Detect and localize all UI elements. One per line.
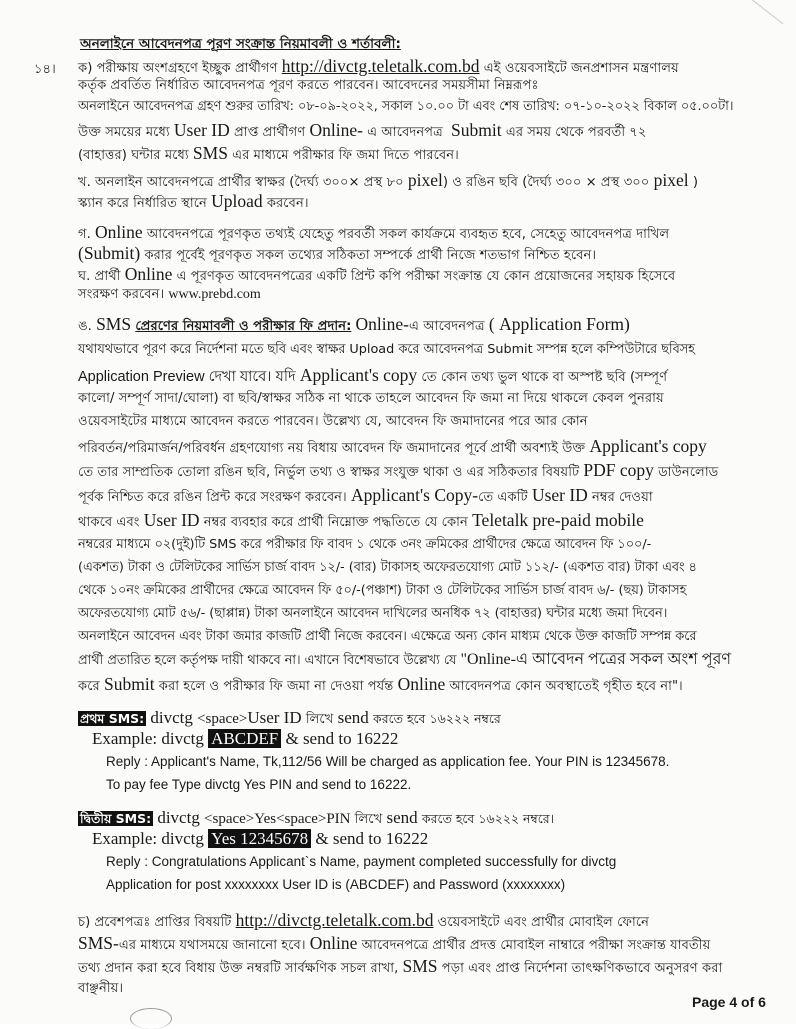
section-ng-line-6: পরিবর্তন/পরিমার্জন/পরিবর্ধন গ্রহণযোগ্য নয় বিধায় আবেদন ফি জমাদানের পূর্বে প্রার্থী অবশ্যই উক্ত Applicant's copy — [78, 436, 707, 456]
section-ng-line-14: অনলাইনে আবেদন এবং টাকা জমার কাজটি প্রার্থী নিজে করবেন। এক্ষেত্রে অন্য কোন মাধ্যম থেকে উক্ত কাজটি সম্পন্ন করে — [78, 629, 697, 644]
section-ng-line-9: থাকবে এবং User ID নম্বর ব্যবহার করে প্রার্থী নিম্নোক্ত পদ্ধতিতে যে কোন Teletalk pre-paid mobile — [78, 510, 644, 530]
page-number: Page 4 of 6 — [692, 994, 766, 1010]
corner-mark — [751, 0, 796, 24]
sms1-example-code: ABCDEF — [208, 729, 281, 748]
item-number: ১৪। — [34, 62, 56, 77]
section-gh-line-1: ঘ. প্রার্থী Online এ পূরণকৃত আবেদনপত্রের একটি প্রিন্ট কপি পরীক্ষা সংক্রান্ত যে কোন প্রয়োজনের সহায়ক হিসেবে — [78, 264, 676, 284]
section-ng-line-16: করে Submit করা হলে ও পরীক্ষার ফি জমা না দেওয়া পর্যন্ত Online আবেদনপত্র কোন অবস্থাতেই গৃহীত হবে না"। — [78, 674, 683, 694]
section-k-line-4: উক্ত সময়ের মধ্যে User ID প্রাপ্ত প্রার্থীগণ Online- এ আবেদনপত্র Submit এর সময় থেকে পরবর্তী ৭২ — [78, 120, 647, 140]
sms2-example: Example: divctg Yes 12345678 & send to 16222 — [92, 829, 429, 848]
sms1-label: প্রথম SMS: — [80, 711, 145, 726]
website-link-2[interactable]: http://divctg.teletalk.com.bd — [235, 910, 434, 930]
website-link[interactable]: http://divctg.teletalk.com.bd — [281, 56, 480, 76]
section-kh-line-2: স্ক্যান করে নির্ধারিত স্থানে Upload করবেন। — [78, 191, 309, 211]
section-kh-line-1: খ. অনলাইন আবেদনপত্রে প্রার্থীর স্বাক্ষর (দৈর্ঘ্য ৩০০× প্রস্থ ৮০ pixel) ও রঙিন ছবি (দৈর্ঘ্য ৩০০ × প্রস্থ ৩০০ pixel ) — [78, 170, 698, 190]
sms1-command: প্রথম SMS: divctg <space>User ID লিখে send করতে হবে ১৬২২২ নম্বরে — [80, 708, 501, 727]
section-heading: অনলাইনে আবেদনপত্র পূরণ সংক্রান্ত নিয়মাবলী ও শর্তাবলী: — [80, 36, 401, 52]
section-gh-line-2: সংরক্ষণ করবেন। www.prebd.com — [78, 287, 261, 302]
section-k-line-1: ক) পরীক্ষায় অংশগ্রহণে ইচ্ছুক প্রার্থীগণ http://divctg.teletalk.com.bd এই ওয়েবসাইটে জনপ্রশাসন মন্ত্রণালয় — [78, 56, 679, 76]
signature-mark — [130, 1008, 172, 1029]
section-ng-line-2: যথাযথভাবে পূরণ করে নির্দেশনা মতে ছবি এবং স্বাক্ষর Upload করে আবেদনপত্র Submit সম্পন্ন হলে কম্পিউটারে ছবিসহ — [78, 342, 695, 357]
section-ng-line-3: Application Preview দেখা যাবে। যদি Applicant's copy তে কোন তথ্য ভুল থাকে বা অস্পষ্ট ছবি (সম্পূর্ণ — [78, 365, 668, 385]
sms1-reply-2: To pay fee Type divctg Yes PIN and send to 16222. — [106, 777, 412, 792]
sms2-example-code: Yes 12345678 — [208, 829, 311, 848]
sms2-reply-1: Reply : Congratulations Applicant`s Name, payment completed successfully for divctg — [106, 854, 617, 869]
section-ch-line-2: SMS-এর মাধ্যমে যথাসময়ে জানানো হবে। Online আবেদনপত্রে প্রার্থীর প্রদত্ত মোবাইল নাম্বারে পরীক্ষা সংক্রান্ত যাবতীয় — [78, 933, 711, 953]
section-ng-line-10: নম্বরের মাধ্যমে ০২(দুই)টি SMS করে পরীক্ষার ফি বাবদ ১ থেকে ৩নং ক্রমিকের প্রার্থীদের ক্ষেত্রে আবেদন ফি ১০০/- — [78, 537, 652, 552]
sms1-reply-1: Reply : Applicant's Name, Tk,112/56 Will be charged as application fee. Your PIN is 12345678. — [106, 754, 670, 769]
sms2-label: দ্বিতীয় SMS: — [80, 811, 152, 826]
sms2-command: দ্বিতীয় SMS: divctg <space>Yes<space>PIN লিখে send করতে হবে ১৬২২২ নম্বরে। — [80, 808, 555, 827]
section-ng-line-1: ঙ. SMS প্রেরণের নিয়মাবলী ও পরীক্ষার ফি প্রদান: Online-এ আবেদনপত্র ( Application Form) — [78, 314, 630, 334]
sms2-reply-2: Application for post xxxxxxxx User ID is (ABCDEF) and Password (xxxxxxxx) — [106, 877, 566, 892]
section-g-line-2: (Submit) করার পূর্বেই পূরণকৃত সকল তথ্যের সঠিকতা সম্পর্কে প্রার্থী নিজে শতভাগ নিশ্চিত হবেন। — [78, 243, 597, 263]
section-k-line-5: (বাহাত্তর) ঘন্টার মধ্যে SMS এর মাধ্যমে পরীক্ষার ফি জমা দিতে পারবেন। — [78, 143, 459, 163]
section-ng-line-5: ওয়েবসাইটের মাধ্যমে আবেদন করতে পারবেন। উল্লেখ্য যে, আবেদন ফি জমাদানের পরে আর কোন — [78, 414, 588, 429]
section-ng-line-13: অফেরতযোগ্য মোট ৫৬/- (ছাপ্পান্ন) টাকা অনলাইনে আবেদন দাখিলের অনধিক ৭২ (বাহাত্তর) ঘন্টার মধ্যে জমা দিবেন। — [78, 606, 668, 621]
section-ch-line-1: চ) প্রবেশপত্রঃ প্রাপ্তির বিষয়টি http://divctg.teletalk.com.bd ওয়েবসাইটে এবং প্রার্থীর মোবাইল ফোনে — [78, 910, 650, 930]
section-k-dates: অনলাইনে আবেদনপত্র গ্রহণ শুরুর তারিখ: ০৮-০৯-২০২২, সকাল ১০.০০ টা এবং শেষ তারিখ: ০৭-১০-২০২২ বিকাল ০৫.০০টা। — [78, 99, 734, 114]
section-ng-line-15: প্রার্থী প্রতারিত হলে কর্তৃপক্ষ দায়ী থাকবে না। এখানে বিশেষভাবে উল্লেখ্য যে "Online-এ আবেদন পত্রের সকল অংশ পূরণ — [78, 651, 732, 668]
watermark-site: www.prebd.com — [168, 287, 261, 302]
section-k-line-2: কর্তৃক প্রবর্তিত নির্ধারিত আবেদনপত্র পূরণ করতে পারবেন। আবেদনের সময়সীমা নিম্নরূপঃ — [78, 78, 539, 93]
section-g-line-1: গ. Online আবেদনপত্রে পূরণকৃত তথ্যই যেহেতু পরবর্তী সকল কার্যক্রমে ব্যবহৃত হবে, সেহেতু আবেদনপত্র দাখিল — [78, 222, 670, 242]
sms1-example: Example: divctg ABCDEF & send to 16222 — [92, 729, 399, 748]
section-ng-line-11: (একশত) টাকা ও টেলিটকের সার্ভিস চার্জ বাবদ ১২/- (বার) টাকাসহ অফেরতযোগ্য মোট ১১২/- (একশত বার) টাকা এবং ৪ — [78, 560, 697, 575]
section-ng-line-7: তে তার সাম্প্রতিক তোলা রঙিন ছবি, নির্ভুল তথ্য ও স্বাক্ষর সংযুক্ত থাকা ও এর সঠিকতার বিষয়টি PDF copy ডাউনলোড — [78, 460, 719, 480]
section-ng-line-4: কালো/ সম্পূর্ণ সাদা/ঘোলা) বা ছবি/স্বাক্ষর সঠিক না থাকে তাহলে আবেদন ফি জমা না দিয়ে থাকলে কেবল পুনরায় — [78, 391, 664, 406]
section-ch-line-3: তথ্য প্রদান করা হবে বিধায় উক্ত নম্বরটি সার্বক্ষণিক সচল রাখা, SMS পড়া এবং প্রাপ্ত নির্দেশনা তাৎক্ষণিকভাবে অনুসরণ করা — [78, 956, 723, 976]
section-ch-line-4: বাঞ্ছনীয়। — [78, 981, 124, 996]
section-ng-line-8: পূর্বক নিশ্চিত করে রঙিন প্রিন্ট করে সংরক্ষণ করবেন। Applicant's Copy-তে একটি User ID নম্বর দেওয়া — [78, 485, 653, 505]
section-ng-line-12: থেকে ১০নং ক্রমিকের প্রার্থীদের ক্ষেত্রে আবেদন ফি ৫০/-(পঞ্চাশ) টাকা ও টেলিটকের সার্ভিস চার্জ বাবদ ৬/- (ছয়) টাকাসহ — [78, 583, 687, 598]
